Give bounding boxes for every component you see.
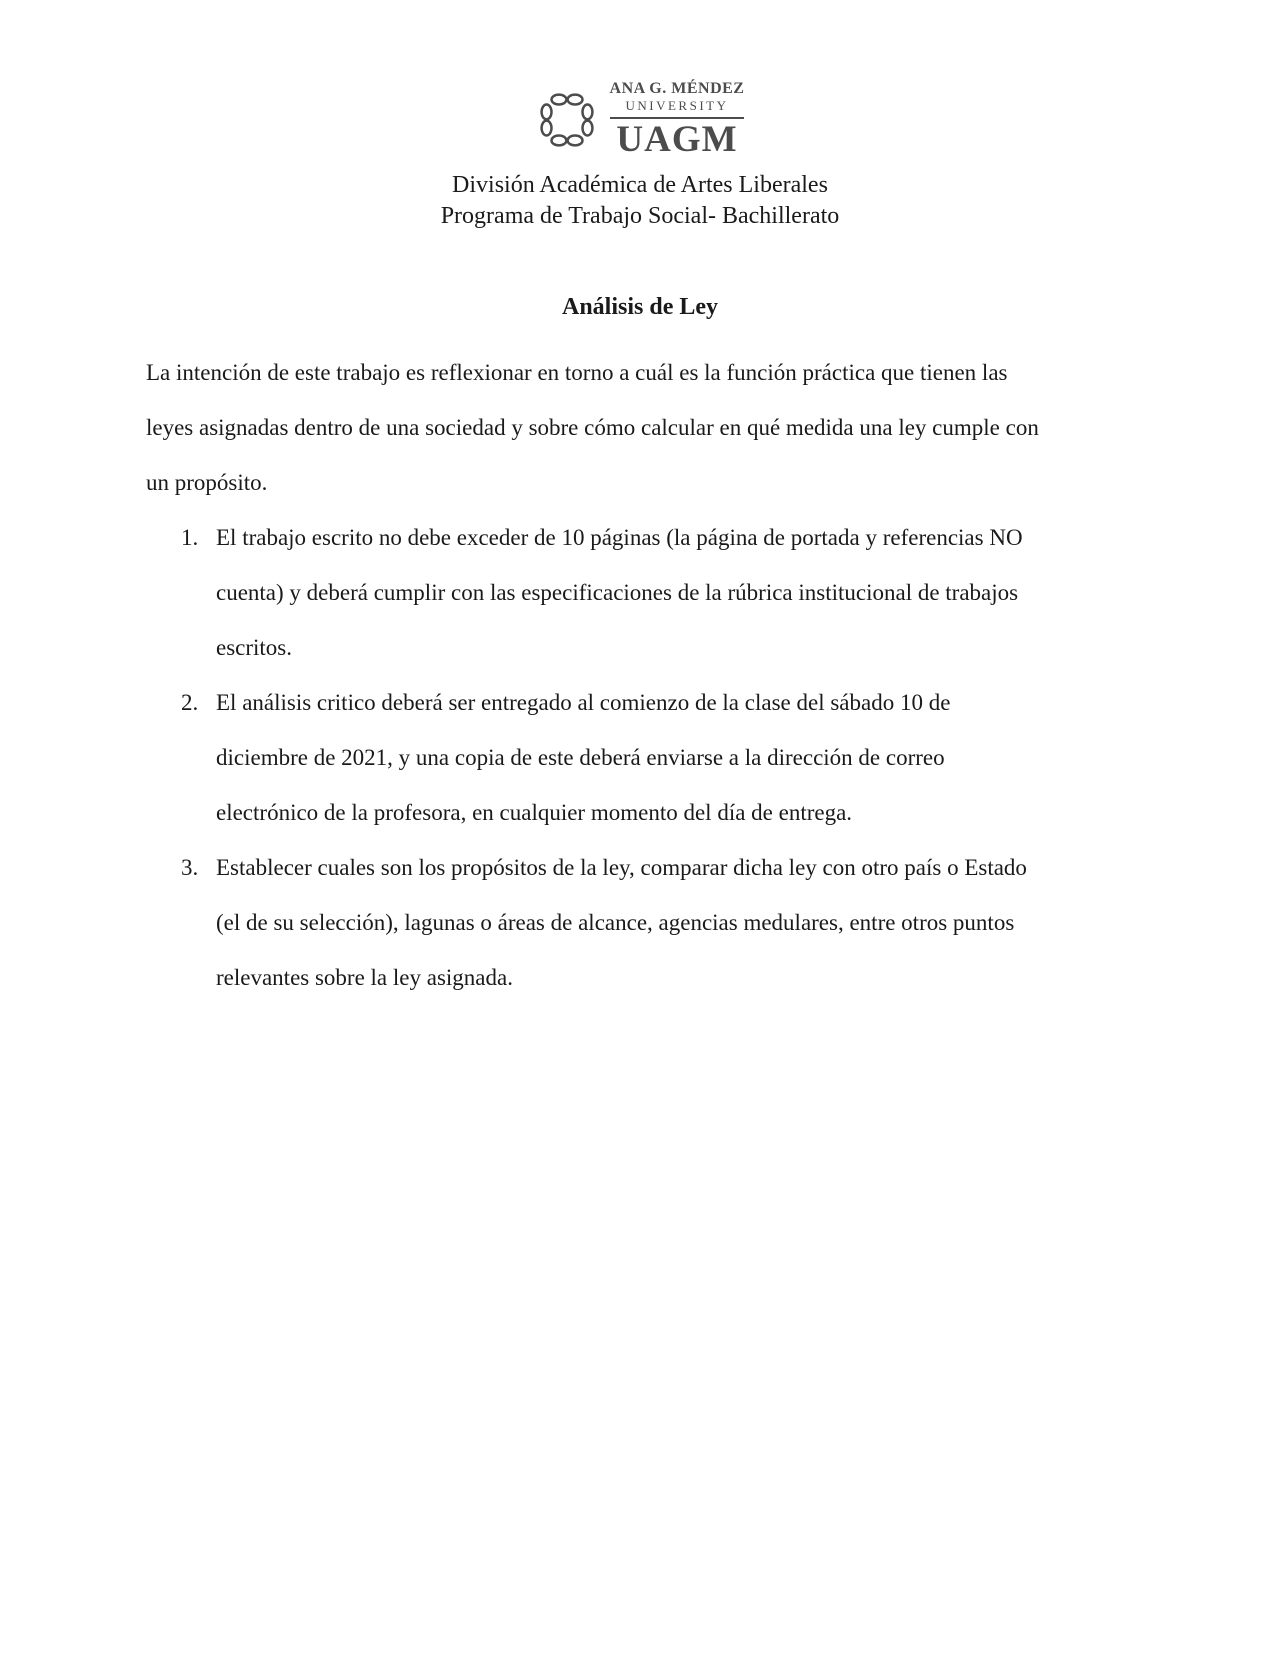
logo-university-word: UNIVERSITY xyxy=(610,98,745,119)
uagm-emblem-icon xyxy=(536,89,598,151)
document-title: Análisis de Ley xyxy=(561,294,719,320)
list-item-line xyxy=(0,510,1280,565)
intro-line: leyes asignadas dentro de una sociedad y sobre cómo calcular en qué medida una ley cumple con xyxy=(146,415,1039,440)
list-item-text: El análisis critico deberá ser entregado al comienzo de la clase del sábado 10 de xyxy=(216,690,951,715)
list-item-line: escritos. xyxy=(216,635,293,660)
list-item-line: (el de su selección), lagunas o áreas de alcance, agencias medulares, entre otros puntos xyxy=(216,910,1015,935)
logo-university-name: ANA G. MÉNDEZ xyxy=(609,80,745,97)
list-item-text: Establecer cuales son los propósitos de la ley, comparar dicha ley con otro país o Estado xyxy=(216,855,1027,880)
uagm-logo-text xyxy=(610,80,745,160)
list-item xyxy=(0,510,1280,675)
list-item-line xyxy=(0,675,1280,730)
intro-paragraph xyxy=(0,345,1280,510)
list-item-number: 3. xyxy=(181,855,199,880)
intro-line: un propósito. xyxy=(146,470,268,495)
list-item-line: diciembre de 2021, y una copia de este deberá enviarse a la dirección de correo xyxy=(216,745,945,770)
list-item-text: El trabajo escrito no debe exceder de 10 páginas (la página de portada y referencias NO xyxy=(216,525,1023,550)
header-division: División Académica de Artes Liberales xyxy=(452,172,828,198)
list-item-number: 1. xyxy=(181,525,199,550)
logo-acronym: UAGM xyxy=(616,119,738,160)
list-item-number: 2. xyxy=(181,690,199,715)
list-item-line: cuenta) y deberá cumplir con las especificaciones de la rúbrica institucional de trabajos xyxy=(216,580,1019,605)
list-item-line: relevantes sobre la ley asignada. xyxy=(216,965,513,990)
document-header xyxy=(0,170,1280,232)
numbered-list xyxy=(0,510,1280,1005)
list-item xyxy=(0,675,1280,840)
header-program: Programa de Trabajo Social- Bachillerato xyxy=(440,203,840,229)
list-item xyxy=(0,840,1280,1005)
uagm-logo xyxy=(0,0,1280,160)
intro-line: La intención de este trabajo es reflexionar en torno a cuál es la función práctica que tienen las xyxy=(146,360,1008,385)
list-item-line xyxy=(0,840,1280,895)
list-item-line: electrónico de la profesora, en cualquier momento del día de entrega. xyxy=(216,800,853,825)
document-body xyxy=(0,345,1280,1005)
